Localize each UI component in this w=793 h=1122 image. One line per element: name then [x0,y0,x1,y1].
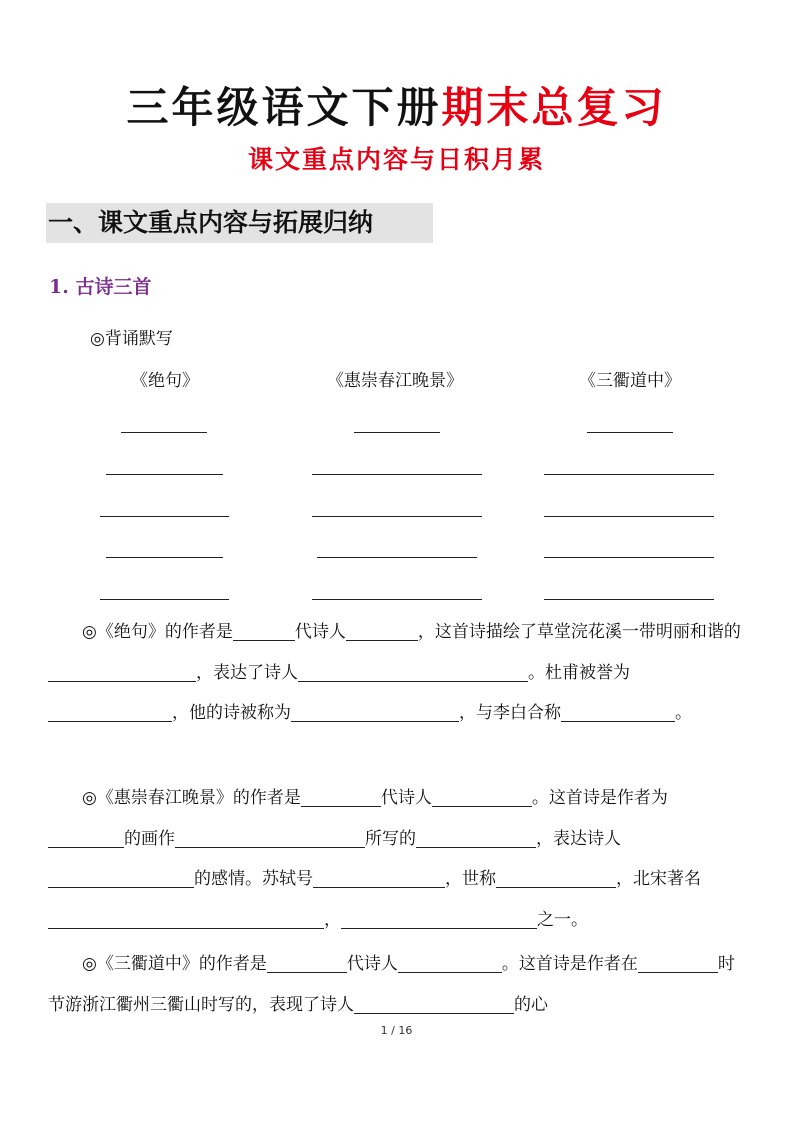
title-red-part: 期末总复习 [441,83,667,132]
paragraph-huichong: ◎《惠崇春江晚景》的作者是 代诗人 。这首诗是作者为的画作 所写的 ，表达诗人的感情。苏轼号 ，世称 ，北宋著名， 之一。 [48,778,748,940]
fill-blank[interactable] [432,788,532,807]
paragraph-sanqu: ◎《三衢道中》的作者是 代诗人 。这首诗是作者在 时节游浙江衢州三衢山时写的，表现了诗人 的心 [48,954,735,1015]
poem-title-jueju: 《绝句》 [131,371,199,391]
fill-blank[interactable] [341,910,537,929]
fill-blank[interactable] [48,910,324,929]
fill-blank[interactable] [346,622,418,641]
blank-line[interactable] [100,599,229,600]
blank-line[interactable] [312,516,482,517]
blank-line[interactable] [354,432,440,433]
poem-title-sanqu: 《三衢道中》 [579,371,681,391]
blank-line[interactable] [106,557,223,558]
blank-line[interactable] [100,516,229,517]
fill-blank[interactable] [301,788,381,807]
fill-blank[interactable] [416,829,536,848]
fill-blank[interactable] [298,663,528,682]
fill-blank[interactable] [233,622,295,641]
blank-line[interactable] [587,432,673,433]
document-subtitle: 课文重点内容与日积月累 [247,145,545,174]
fill-blank[interactable] [48,869,194,888]
blank-line[interactable] [544,474,714,475]
blank-line[interactable] [544,599,714,600]
fill-blank[interactable] [354,995,514,1014]
recite-label: ◎背诵默写 [90,329,173,349]
paragraph-jueju: ◎《绝句》的作者是 代诗人 ，这首诗描绘了草堂浣花溪一带明丽和谐的，表达了诗人 。杜甫被誉为，他的诗被称为 ，与李白合称 。 [48,612,748,734]
fill-blank[interactable] [48,663,196,682]
blank-line[interactable] [106,474,223,475]
fill-blank[interactable] [638,954,718,973]
blank-line[interactable] [121,432,207,433]
blank-line[interactable] [317,557,477,558]
fill-blank[interactable] [48,829,124,848]
section-heading: 一、课文重点内容与拓展归纳 [46,203,433,243]
blank-line[interactable] [312,599,482,600]
fill-blank[interactable] [398,954,502,973]
subsection-heading: 1. 古诗三首 [49,276,152,298]
fill-blank[interactable] [48,703,172,722]
blank-line[interactable] [312,474,482,475]
fill-blank[interactable] [291,703,459,722]
poem-title-huichong: 《惠崇春江晚景》 [327,371,463,391]
blank-line[interactable] [544,516,714,517]
blank-line[interactable] [544,557,714,558]
document-title [0,78,793,138]
fill-blank[interactable] [313,869,445,888]
fill-blank[interactable] [561,703,675,722]
fill-blank[interactable] [175,829,365,848]
fill-blank[interactable] [496,869,616,888]
title-black-part: 三年级语文下册 [126,83,442,132]
fill-blank[interactable] [267,954,347,973]
page-number: 1 / 16 [380,1024,413,1037]
